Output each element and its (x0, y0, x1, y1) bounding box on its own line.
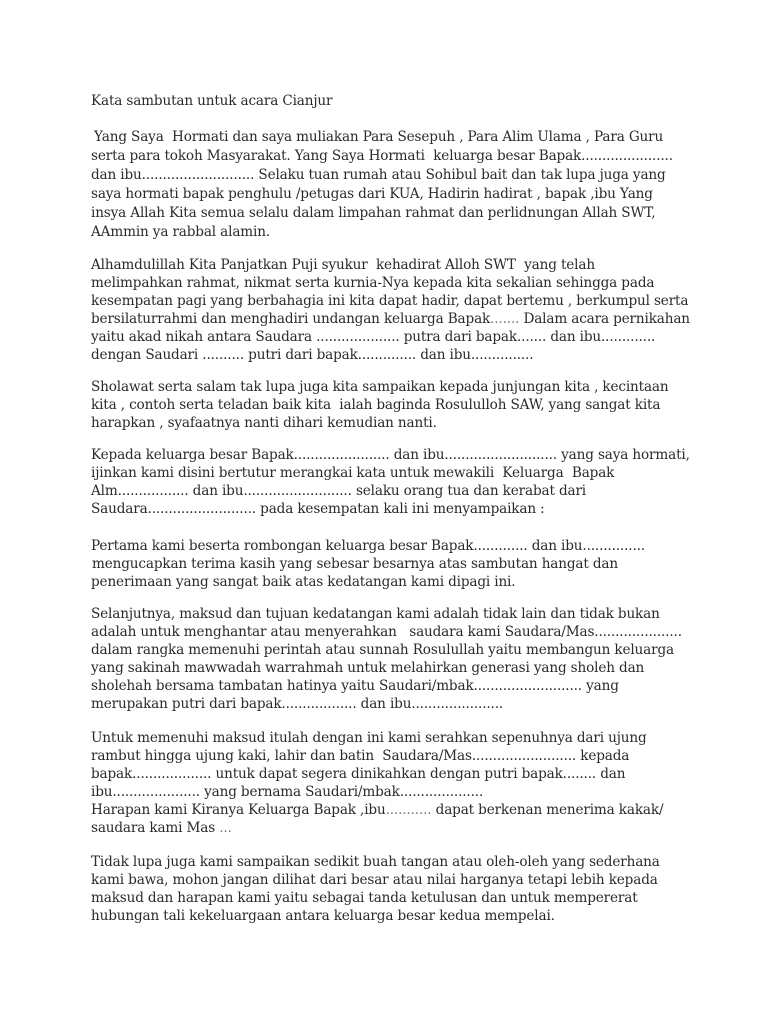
paragraph-7-line (91, 819, 232, 837)
paragraph-7-line-text: saudara kami Mas (91, 820, 220, 836)
paragraph-5-line: mengucapkan terima kasih yang sebesar besarnya atas sambutan hangat dan (92, 556, 618, 572)
paragraph-7-line: bapak................... untuk dapat segera dinikahkan dengan putri bapak........ dan (91, 766, 626, 782)
document-title: Kata sambutan untuk acara Cianjur (91, 93, 333, 109)
blank-dots: ....... (490, 311, 520, 327)
blank-dots: ........... (385, 802, 432, 818)
paragraph-2-line: yaitu akad nikah antara Saudara .................... putra dari bapak....... dan ibu............. (91, 329, 656, 345)
paragraph-1-line: Yang Saya Hormati dan saya muliakan Para Sesepuh , Para Alim Ulama , Para Guru (94, 129, 664, 145)
paragraph-2-line: kesempatan pagi yang berbahagia ini kita dapat hadir, dapat bertemu , berkumpul serta (91, 293, 689, 309)
paragraph-2-line (91, 310, 690, 328)
paragraph-4-line: Alm................. dan ibu.......................... selaku orang tua dan kerabat dari (91, 483, 586, 499)
paragraph-8-line: hubungan tali kekeluargaan antara keluarga besar kedua mempelai. (91, 908, 555, 924)
paragraph-2-line: Alhamdulillah Kita Panjatkan Puji syukur kehadirat Alloh SWT yang telah (91, 257, 595, 273)
paragraph-4-line: Saudara.......................... pada kesempatan kali ini menyampaikan : (91, 501, 545, 517)
paragraph-8-line: Tidak lupa juga kami sampaikan sedikit buah tangan atau oleh-oleh yang sederhana (91, 854, 660, 870)
paragraph-1-line: insya Allah Kita semua selalu dalam limpahan rahmat dan perlidnungan Allah SWT, (91, 205, 656, 221)
paragraph-4-line: ijinkan kami disini bertutur merangkai kata untuk mewakili Keluarga Bapak (91, 465, 615, 481)
paragraph-1-line: serta para tokoh Masyarakat. Yang Saya Hormati keluarga besar Bapak...................... (91, 148, 673, 164)
blank-dots: ... (219, 820, 232, 836)
paragraph-6-line: dalam rangka memenuhi perintah atau sunnah Rosulullah yaitu membangun keluarga (91, 642, 674, 658)
paragraph-8-line: kami bawa, mohon jangan dilihat dari besar atau nilai harganya tetapi lebih kepada (91, 872, 658, 888)
paragraph-1-line: AAmmin ya rabbal alamin. (91, 224, 270, 240)
paragraph-3-line: Sholawat serta salam tak lupa juga kita sampaikan kepada junjungan kita , kecintaan (91, 379, 669, 395)
paragraph-2-line-text: Dalam acara pernikahan (519, 311, 690, 327)
paragraph-3-line: harapkan , syafaatnya nanti dihari kemudian nanti. (91, 415, 437, 431)
paragraph-7-line: ibu..................... yang bernama Saudari/mbak.................... (91, 784, 484, 800)
paragraph-6-line: merupakan putri dari bapak.................. dan ibu...................... (91, 696, 504, 712)
paragraph-1-line: saya hormati bapak penghulu /petugas dari KUA, Hadirin hadirat , bapak ,ibu Yang (91, 186, 653, 202)
paragraph-6-line: yang sakinah mawwadah warrahmah untuk melahirkan generasi yang sholeh dan (91, 660, 645, 676)
paragraph-5-line: Pertama kami beserta rombongan keluarga besar Bapak............. dan ibu............... (91, 538, 645, 554)
paragraph-2-line: dengan Saudari .......... putri dari bapak.............. dan ibu............... (91, 347, 534, 363)
paragraph-2-line: melimpahkan rahmat, nikmat serta kurnia-Nya kepada kita sekalian sehingga pada (91, 275, 655, 291)
paragraph-3-line: kita , contoh serta teladan baik kita ialah baginda Rosululloh SAW, yang sangat kita (91, 397, 661, 413)
paragraph-4-line: Kepada keluarga besar Bapak....................... dan ibu........................... yang saya hormati, (91, 447, 690, 463)
paragraph-1-line: dan ibu........................... Selaku tuan rumah atau Sohibul bait dan tak lupa juga yang (91, 167, 666, 183)
paragraph-7-line-text: Harapan kami Kiranya Keluarga Bapak ,ibu (91, 802, 386, 818)
paragraph-7-line: Untuk memenuhi maksud itulah dengan ini kami serahkan sepenuhnya dari ujung (91, 730, 647, 746)
paragraph-5-line: penerimaan yang sangat baik atas kedatangan kami dipagi ini. (91, 574, 516, 590)
paragraph-2-line-text: bersilaturrahmi dan menghadiri undangan keluarga Bapak (91, 311, 491, 327)
paragraph-6-line: sholehah bersama tambatan hatinya yaitu Saudari/mbak.......................... yang (91, 678, 619, 694)
paragraph-6-line: Selanjutnya, maksud dan tujuan kedatangan kami adalah tidak lain dan tidak bukan (91, 606, 660, 622)
paragraph-7-line (91, 801, 663, 819)
paragraph-7-line: rambut hingga ujung kaki, lahir dan batin Saudara/Mas......................... kepada (91, 748, 630, 764)
paragraph-8-line: maksud dan harapan kami yaitu sebagai tanda ketulusan dan untuk mempererat (91, 890, 638, 906)
paragraph-7-line-text: dapat berkenan menerima kakak/ (431, 802, 664, 818)
paragraph-6-line: adalah untuk menghantar atau menyerahkan saudara kami Saudara/Mas..................... (91, 624, 682, 640)
